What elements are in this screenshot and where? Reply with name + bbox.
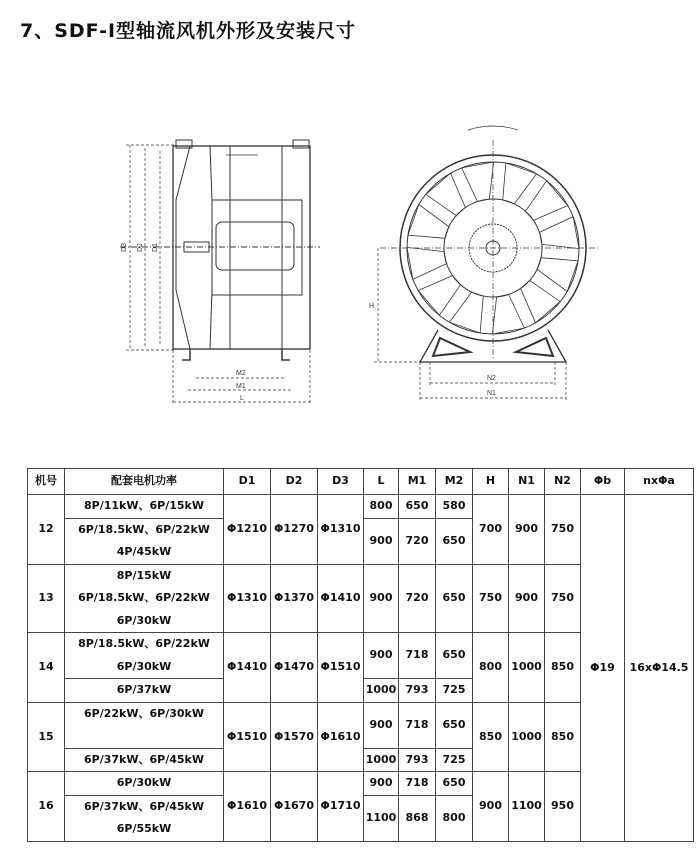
motor-power	[65, 702, 224, 748]
m1-value: 720	[399, 564, 436, 633]
motor-power-line: 6P/18.5kW、6P/22kW	[78, 522, 210, 536]
motor-power-line: 4P/45kW	[116, 545, 172, 558]
label-d2: D2	[137, 243, 144, 252]
n2-value: 750	[545, 564, 581, 633]
d2-value: Φ1270	[271, 495, 318, 565]
m2-value: 650	[436, 772, 473, 796]
m1-value: 718	[399, 772, 436, 796]
column-header: M2	[436, 469, 473, 495]
m1-value: 868	[399, 795, 436, 841]
fan-blade	[462, 162, 494, 202]
phi-b-value: Φ19	[581, 495, 625, 842]
motor-power-line: 6P/30kW	[116, 776, 172, 789]
column-header: nxΦa	[625, 469, 694, 495]
motor-power-line: 8P/15kW	[116, 568, 172, 582]
column-header: M1	[399, 469, 436, 495]
fan-blade	[503, 163, 537, 204]
motor-power-line: 6P/22kW、6P/30kW	[84, 706, 204, 720]
m1-value: 650	[399, 495, 436, 519]
motor-power-line: 6P/30kW	[116, 659, 172, 673]
model-number: 12	[28, 495, 65, 565]
motor-power	[65, 748, 224, 772]
h-value: 900	[473, 772, 509, 842]
motor-power	[65, 679, 224, 703]
d1-value: Φ1610	[224, 772, 271, 842]
n-phi-a-value: 16xΦ14.5	[625, 495, 694, 842]
column-header: N2	[545, 469, 581, 495]
m2-value: 650	[436, 564, 473, 633]
m1-value: 720	[399, 518, 436, 564]
l-value: 900	[364, 564, 399, 633]
h-value: 850	[473, 702, 509, 772]
fan-blade	[521, 280, 561, 322]
label-n1: N1	[487, 390, 496, 397]
column-header: Φb	[581, 469, 625, 495]
h-value: 700	[473, 495, 509, 565]
fan-blade	[492, 295, 524, 335]
motor-power	[65, 795, 224, 841]
m2-value: 650	[436, 518, 473, 564]
d3-value: Φ1510	[318, 633, 364, 703]
column-header: 配套电机功率	[65, 469, 224, 495]
column-header: D2	[271, 469, 318, 495]
n1-value: 1100	[509, 772, 545, 842]
d2-value: Φ1470	[271, 633, 318, 703]
m1-value: 718	[399, 633, 436, 679]
model-number: 15	[28, 702, 65, 772]
fan-blade	[525, 181, 567, 221]
m2-value: 650	[436, 702, 473, 748]
motor-power-line: 6P/55kW	[116, 822, 172, 835]
fan-blade	[450, 292, 484, 333]
m2-value: 725	[436, 679, 473, 703]
n1-value: 900	[509, 495, 545, 565]
d2-value: Φ1670	[271, 772, 318, 842]
model-number: 13	[28, 564, 65, 633]
motor-power	[65, 495, 224, 519]
fan-blade	[426, 173, 466, 215]
l-value: 900	[364, 702, 399, 748]
label-n2: N2	[487, 375, 496, 382]
d3-value: Φ1310	[318, 495, 364, 565]
motor-power	[65, 564, 224, 633]
h-value: 750	[473, 564, 509, 633]
motor-power-line: 6P/30kW	[116, 613, 172, 627]
m2-value: 800	[436, 795, 473, 841]
d2-value: Φ1570	[271, 702, 318, 772]
d3-value: Φ1610	[318, 702, 364, 772]
fan-blade	[407, 247, 447, 279]
column-header: D3	[318, 469, 364, 495]
d3-value: Φ1710	[318, 772, 364, 842]
motor-power-line: 6P/37kW、6P/45kW	[84, 799, 204, 813]
motor-power	[65, 633, 224, 679]
l-value: 800	[364, 495, 399, 519]
dimension-table	[27, 468, 694, 842]
column-header: 机号	[28, 469, 65, 495]
column-header: D1	[224, 469, 271, 495]
motor-power-line	[65, 725, 223, 748]
fan-blade	[418, 276, 460, 316]
d3-value: Φ1410	[318, 564, 364, 633]
n1-value: 1000	[509, 633, 545, 703]
h-value: 800	[473, 633, 509, 703]
column-header: N1	[509, 469, 545, 495]
label-h: H	[369, 303, 375, 310]
m1-value: 793	[399, 679, 436, 703]
front-view	[369, 126, 600, 401]
l-value: 900	[364, 772, 399, 796]
n2-value: 950	[545, 772, 581, 842]
motor-power	[65, 772, 224, 796]
n2-value: 850	[545, 633, 581, 703]
side-view	[120, 140, 320, 405]
model-number: 14	[28, 633, 65, 703]
fan-blade	[408, 205, 449, 239]
fan-blade	[537, 258, 578, 292]
label-d3: D3	[121, 243, 128, 252]
fan-blade	[540, 217, 580, 249]
m2-value: 725	[436, 748, 473, 772]
d1-value: Φ1510	[224, 702, 271, 772]
l-value: 1000	[364, 679, 399, 703]
page-title: 7、SDF-Ⅰ型轴流风机外形及安装尺寸	[20, 20, 357, 42]
label-l: L	[240, 395, 244, 402]
n1-value: 900	[509, 564, 545, 633]
d2-value: Φ1370	[271, 564, 318, 633]
fan-outline-drawing	[0, 90, 700, 420]
l-value: 900	[364, 633, 399, 679]
m1-value: 718	[399, 702, 436, 748]
column-header: L	[364, 469, 399, 495]
motor-power-line: 6P/37kW、6P/45kW	[84, 752, 204, 766]
n2-value: 750	[545, 495, 581, 565]
label-d1: D1	[152, 243, 159, 252]
d1-value: Φ1210	[224, 495, 271, 565]
motor-power	[65, 518, 224, 564]
motor-power-line: 8P/18.5kW、6P/22kW	[78, 637, 210, 650]
d1-value: Φ1310	[224, 564, 271, 633]
m2-value: 650	[436, 633, 473, 679]
m2-value: 580	[436, 495, 473, 519]
label-m2: M2	[236, 370, 246, 377]
motor-power-line: 8P/11kW、6P/15kW	[84, 499, 204, 512]
l-value: 1000	[364, 748, 399, 772]
d1-value: Φ1410	[224, 633, 271, 703]
m1-value: 793	[399, 748, 436, 772]
n1-value: 1000	[509, 702, 545, 772]
l-value: 1100	[364, 795, 399, 841]
motor-power-line: 6P/18.5kW、6P/22kW	[78, 591, 210, 604]
table-row	[28, 495, 694, 519]
n2-value: 850	[545, 702, 581, 772]
column-header: H	[473, 469, 509, 495]
motor-power-line: 6P/37kW	[116, 683, 172, 696]
label-m1: M1	[236, 383, 246, 390]
l-value: 900	[364, 518, 399, 564]
model-number: 16	[28, 772, 65, 842]
